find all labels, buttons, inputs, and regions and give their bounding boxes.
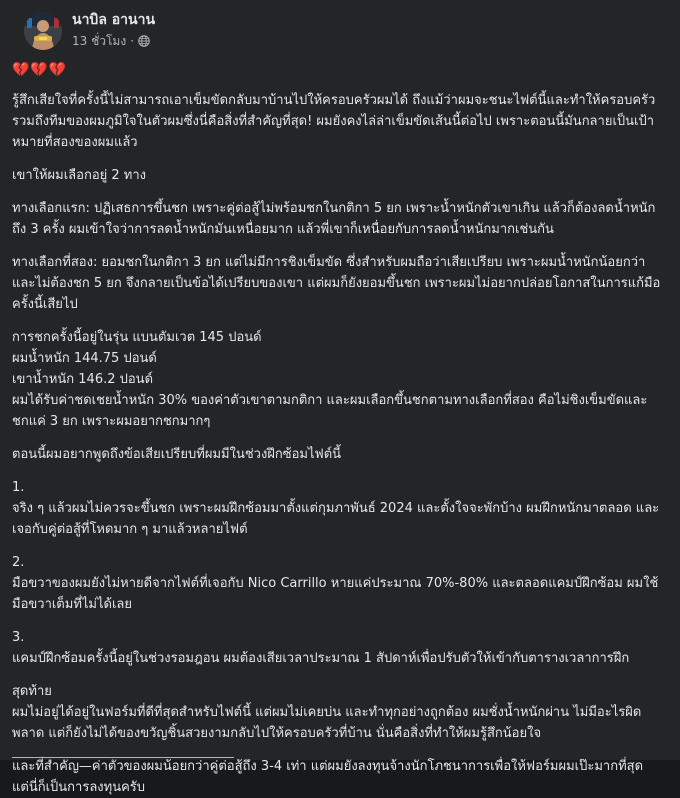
post-timestamp[interactable]: 13 ชั่วโมง <box>72 34 127 48</box>
meta-separator: · <box>130 34 135 48</box>
paragraph-intro: รู้สึกเสียใจที่ครั้งนี้ไม่สามารถเอาเข็มขัดกลับมาบ้านไปให้ครอบครัวผมได้ ถึงแม้ว่าผมจะชนะไฟต์นี้และทำให้ครอบครัวรวมถึงทีมของผมภูมิใจในตัวผมซึ่งนี่คือสิ่งที่สำคัญที่สุด! ผมยังคงไล่ล่าเข็มขัดเส้นนี้ต่อไป เพราะตอนนี้มันกลายเป็นเป้าหมายที่สองของผมแล้ว <box>12 93 656 150</box>
paragraph-choices: เขาให้ผมเลือกอยู่ 2 ทาง <box>12 168 146 183</box>
paragraph-option-2: ทางเลือกที่สอง: ยอมชกในกติกา 3 ยก แต่ไม่มีการชิงเข็มขัด ซึ่งสำหรับผมถือว่าเสียเปรียบ เพราะผมน้ำหนักน้อยกว่า และไม่ต้องชก 5 ยก จึงกลายเป็นข้อได้เปรียบของเขา แต่ผมก็ยังยอมขึ้นชก เพราะผมไม่อยากปล่อยโอกาสในการแก้มือครั้งนี้เสียไป <box>12 255 661 312</box>
paragraph-point-1: 1. จริง ๆ แล้วผมไม่ควรจะขึ้นชก เพราะผมฝึกซ้อมมาตั้งแต่กุมภาพันธ์ 2024 และตั้งใจจะพักบ้าง ผมฝึกหนักมาตลอด และเจอกับคู่ต่อสู้ที่โหดมาก ๆ มาแล้วหลายไฟต์ <box>12 480 660 537</box>
broken-hearts-emoji: 💔💔💔 <box>12 62 68 78</box>
paragraph-point-3: 3. แคมป์ฝึกซ้อมครั้งนี้อยู่ในช่วงรอมฎอน ผมต้องเสียเวลาประมาณ 1 สัปดาห์เพื่อปรับตัวให้เข้ากับตารางเวลาการฝึก <box>12 630 630 666</box>
paragraph-option-1: ทางเลือกแรก: ปฏิเสธการขึ้นชก เพราะคู่ต่อสู้ไม่พร้อมชกในกติกา 5 ยก เพราะน้ำหนักตัวเขาเกิน แล้วก็ต้องลดน้ำหนักถึง 3 ครั้ง ผมเข้าใจว่าการลดน้ำหนักมันเหนื่อยมาก แล้วพี่เขาก็เหนื่อยกับการลดน้ำหนักมากเช่นกัน <box>12 201 656 237</box>
divider <box>12 757 234 758</box>
globe-icon[interactable] <box>138 35 150 47</box>
paragraph-finally: สุดท้าย ผมไม่อยู่ได้อยู่ในฟอร์มที่ดีที่สุดสำหรับไฟต์นี้ แต่ผมไม่เคยบ่น และทำทุกอย่างถูกต้อง ผมชั่งน้ำหนักผ่าน ไม่มีอะไรผิดพลาด แต่ก็ยังไม่ได้ของขวัญชิ้นสวยงามกลับไปให้ครอบครัวที่บ้าน นั่นคือสิ่งที่ทำให้ผมรู้สึกน้อยใจ <box>12 684 642 741</box>
post-body <box>12 60 662 798</box>
avatar[interactable] <box>24 12 62 50</box>
post-meta <box>72 33 150 49</box>
author-name[interactable]: นาบิล อานาน <box>72 12 156 28</box>
paragraph-weights: การชกครั้งนี้อยู่ในรุ่น แบนตัมเวต 145 ปอนด์ ผมน้ำหนัก 144.75 ปอนด์ เขาน้ำหนัก 146.2 ปอนด์ ผมได้รับค่าชดเชยน้ำหนัก 30% ของค่าตัวเขาตามกติกา และผมเลือกขึ้นชกตามทางเลือกที่สอง คือไม่ชิงเข็มขัดและชกแค่ 3 ยก เพราะผมอยากชกมากๆ <box>12 330 648 429</box>
paragraph-disadvantages: ตอนนี้ผมอยากพูดถึงข้อเสียเปรียบที่ผมมีในช่วงฝึกซ้อมไฟต์นี้ <box>12 447 342 462</box>
avatar-photo-icon <box>24 12 62 50</box>
paragraph-important: และที่สำคัญ—ค่าตัวของผมน้อยกว่าคู่ต่อสู้ถึง 3-4 เท่า แต่ผมยังลงทุนจ้างนักโภชนาการเพื่อให้ฟอร์มผมเป๊ะมากที่สุด แต่นี่ก็เป็นการลงทุนครับ <box>12 759 644 795</box>
post-header <box>12 0 668 56</box>
paragraph-point-2: 2. มือขวาของผมยังไม่หายดีจากไฟต์ที่เจอกับ Nico Carrillo หายแค่ประมาณ 70%-80% และตลอดแคมป์ฝึกซ้อม ผมใช้มือขวาเต็มที่ไม่ได้เลย <box>12 555 659 612</box>
